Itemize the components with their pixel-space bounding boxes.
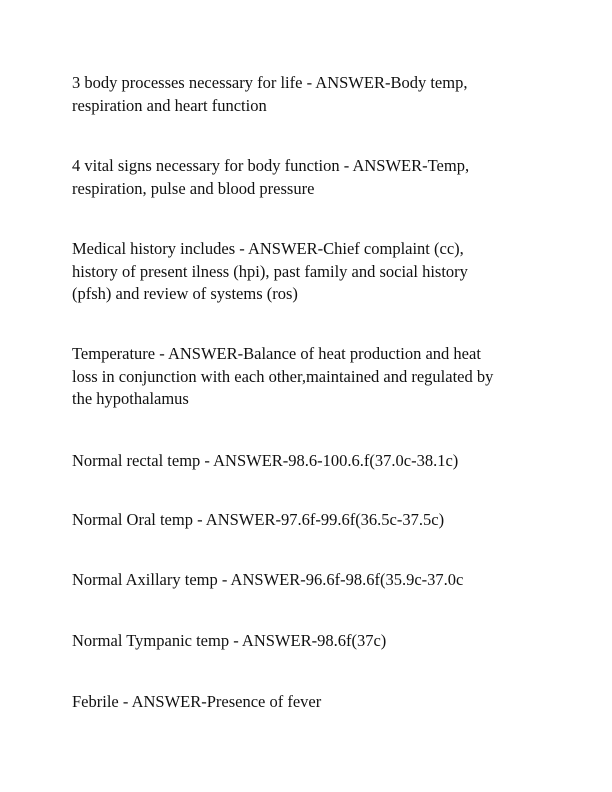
flashcard-entry: [72, 238, 542, 306]
entry-line: Normal Axillary temp - ANSWER-96.6f-98.6f(35.9c-37.0c: [72, 570, 464, 589]
entry-line: Febrile - ANSWER-Presence of fever: [72, 692, 322, 711]
flashcard-entry: [72, 343, 542, 411]
entry-line: 4 vital signs necessary for body function - ANSWER-Temp,: [72, 156, 470, 175]
flashcard-entry: [72, 691, 542, 714]
entry-line: 3 body processes necessary for life - ANSWER-Body temp,: [72, 73, 468, 92]
entry-line: the hypothalamus: [72, 389, 189, 408]
entry-line: respiration and heart function: [72, 95, 267, 115]
entry-line: loss in conjunction with each other,maintained and regulated by: [72, 366, 494, 386]
entry-line: Temperature - ANSWER-Balance of heat production and heat: [72, 344, 481, 363]
entry-line: Normal Tympanic temp - ANSWER-98.6f(37c): [72, 631, 387, 650]
entry-line: Medical history includes - ANSWER-Chief complaint (cc),: [72, 239, 464, 258]
flashcard-entry: [72, 630, 542, 653]
entry-line: Normal rectal temp - ANSWER-98.6-100.6.f(37.0c-38.1c): [72, 451, 459, 470]
entry-line: respiration, pulse and blood pressure: [72, 178, 315, 198]
entry-line: history of present ilness (hpi), past family and social history: [72, 261, 468, 281]
flashcard-entry: [72, 450, 542, 473]
flashcard-entry: [72, 569, 542, 592]
flashcard-entry: [72, 72, 542, 117]
entry-line: (pfsh) and review of systems (ros): [72, 284, 298, 303]
flashcard-entry: [72, 509, 542, 532]
entry-line: Normal Oral temp - ANSWER-97.6f-99.6f(36.5c-37.5c): [72, 510, 445, 529]
flashcard-entry: [72, 155, 542, 200]
